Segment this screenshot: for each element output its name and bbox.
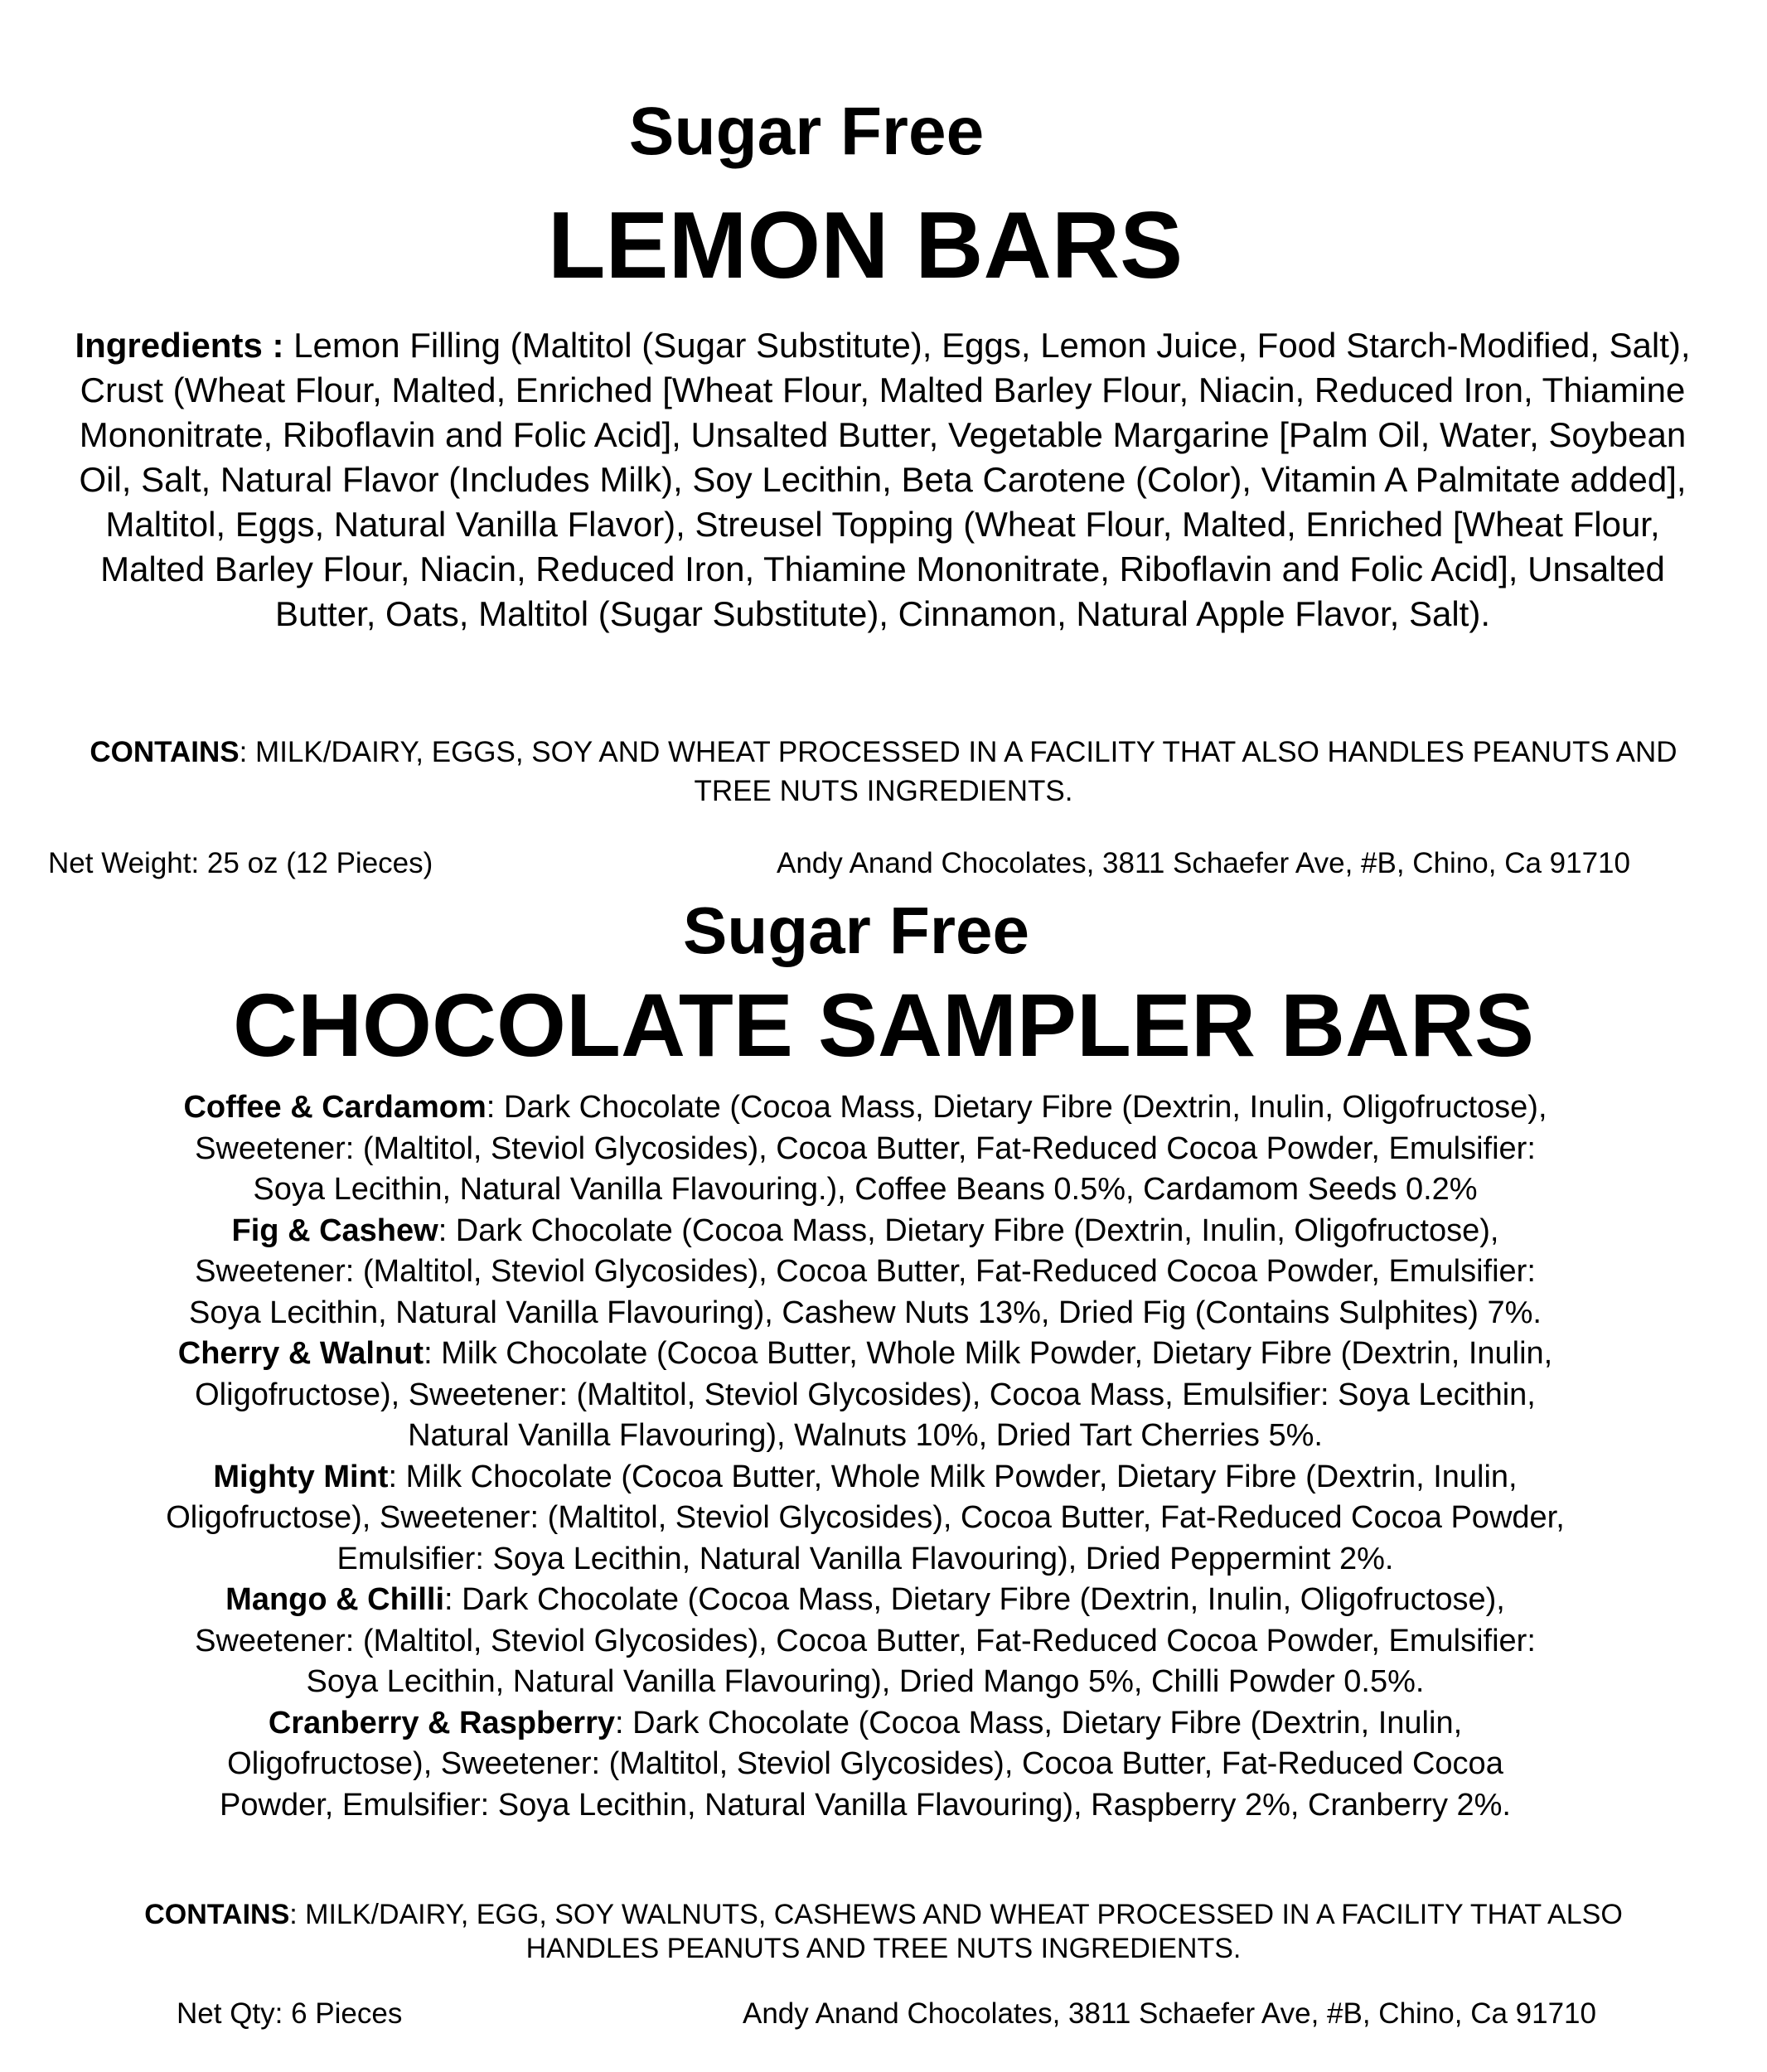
sampler-contains	[50, 1898, 1717, 1966]
sampler-contains-label: CONTAINS	[144, 1899, 290, 1930]
lemon-bars-title: LEMON BARS	[547, 193, 1184, 298]
sampler-sugar-free-heading: Sugar Free	[683, 893, 1029, 967]
bar-line: Sweetener: (Maltitol, Steviol Glycosides), Cocoa Butter, Fat-Reduced Cocoa Powder, Emulsifier:	[195, 1254, 1536, 1289]
bar-line: Natural Vanilla Flavouring), Walnuts 10%, Dried Tart Cherries 5%.	[408, 1418, 1323, 1453]
bar-line: Oligofructose), Sweetener: (Maltitol, Steviol Glycosides), Cocoa Butter, Fat-Reduced Cocoa Powder,	[166, 1500, 1565, 1535]
bar-name: Mango & Chilli	[225, 1582, 445, 1617]
lemon-contains	[50, 733, 1717, 811]
sampler-contains-line-1: : MILK/DAIRY, EGG, SOY WALNUTS, CASHEWS AND WHEAT PROCESSED IN A FACILITY THAT ALSO	[289, 1899, 1623, 1930]
bar-fig-cashew	[66, 1211, 1664, 1334]
bar-name: Cranberry & Raspberry	[268, 1705, 616, 1740]
bar-name: Cherry & Walnut	[177, 1336, 424, 1371]
bar-line: Soya Lecithin, Natural Vanilla Flavouring), Cashew Nuts 13%, Dried Fig (Contains Sulphites) 7%.	[189, 1295, 1542, 1330]
bar-line: Emulsifier: Soya Lecithin, Natural Vanilla Flavouring), Dried Peppermint 2%.	[336, 1541, 1394, 1576]
bar-coffee-cardamom	[66, 1087, 1664, 1211]
lemon-net-weight: Net Weight: 25 oz (12 Pieces)	[48, 847, 433, 879]
bar-cranberry-raspberry	[66, 1703, 1664, 1827]
bar-mighty-mint	[66, 1457, 1664, 1581]
lemon-sugar-free-heading: Sugar Free	[628, 94, 985, 169]
bar-line: Oligofructose), Sweetener: (Maltitol, Steviol Glycosides), Cocoa Mass, Emulsifier: Soya Lecithin,	[195, 1377, 1536, 1412]
bar-line: Sweetener: (Maltitol, Steviol Glycosides), Cocoa Butter, Fat-Reduced Cocoa Powder, Emulsifier:	[195, 1623, 1536, 1658]
sampler-contains-line-2: HANDLES PEANUTS AND TREE NUTS INGREDIENTS.	[525, 1933, 1242, 1964]
bar-line: : Dark Chocolate (Cocoa Mass, Dietary Fibre (Dextrin, Inulin, Oligofructose),	[444, 1582, 1505, 1617]
lemon-contains-label: CONTAINS	[90, 736, 240, 768]
bar-line: Oligofructose), Sweetener: (Maltitol, Steviol Glycosides), Cocoa Butter, Fat-Reduced Cocoa	[227, 1746, 1503, 1781]
bar-line: : Dark Chocolate (Cocoa Mass, Dietary Fibre (Dextrin, Inulin, Oligofructose),	[486, 1090, 1547, 1125]
sampler-ingredients	[66, 1087, 1664, 1826]
lemon-ingredients-label: Ingredients :	[75, 326, 284, 365]
bar-name: Coffee & Cardamom	[183, 1090, 487, 1125]
bar-line: Soya Lecithin, Natural Vanilla Flavouring.), Coffee Beans 0.5%, Cardamom Seeds 0.2%	[253, 1172, 1478, 1207]
bar-name: Fig & Cashew	[231, 1213, 438, 1248]
bar-line: : Dark Chocolate (Cocoa Mass, Dietary Fibre (Dextrin, Inulin,	[615, 1705, 1463, 1740]
bar-cherry-walnut	[66, 1334, 1664, 1457]
sampler-address: Andy Anand Chocolates, 3811 Schaefer Ave, #B, Chino, Ca 91710	[743, 1997, 1596, 2030]
bar-name: Mighty Mint	[213, 1459, 389, 1494]
bar-line: : Milk Chocolate (Cocoa Butter, Whole Milk Powder, Dietary Fibre (Dextrin, Inulin,	[388, 1459, 1518, 1494]
lemon-contains-text: : MILK/DAIRY, EGGS, SOY AND WHEAT PROCESSED IN A FACILITY THAT ALSO HANDLES PEANUTS AND TREE NUTS INGREDIENTS.	[239, 736, 1677, 807]
bar-line: Soya Lecithin, Natural Vanilla Flavouring), Dried Mango 5%, Chilli Powder 0.5%.	[306, 1664, 1425, 1699]
bar-line: Powder, Emulsifier: Soya Lecithin, Natural Vanilla Flavouring), Raspberry 2%, Cranberry 2%.	[220, 1787, 1511, 1823]
bar-line: : Milk Chocolate (Cocoa Butter, Whole Milk Powder, Dietary Fibre (Dextrin, Inulin,	[424, 1336, 1553, 1371]
lemon-ingredients-text: Lemon Filling (Maltitol (Sugar Substitute), Eggs, Lemon Juice, Food Starch-Modified, Salt), Crust (Wheat Flour, Malted, Enriched [Wheat Flour, Malted Barley Flour, Niacin, Reduced Iron, Thiamine Mononitrate, Riboflavin and Folic Acid], Unsalted Butter, Vegetable Margarine [Palm Oil, Water, Soybean Oil, Salt, Natural Flavor (Includes Milk), Soy Lecithin, Beta Carotene (Color), Vitamin A Palmitate added], Maltitol, Eggs, Natural Vanilla Flavor), Streusel Topping (Wheat Flour, Malted, Enriched [Wheat Flour, Malted Barley Flour, Niacin, Reduced Iron, Thiamine Mononitrate, Riboflavin and Folic Acid], Unsalted Butter, Oats, Maltitol (Sugar Substitute), Cinnamon, Natural Apple Flavor, Salt).	[79, 326, 1691, 633]
sampler-bars-title: CHOCOLATE SAMPLER BARS	[232, 975, 1534, 1075]
sampler-net-qty: Net Qty: 6 Pieces	[177, 1997, 403, 2030]
bar-line: : Dark Chocolate (Cocoa Mass, Dietary Fibre (Dextrin, Inulin, Oligofructose),	[438, 1213, 1499, 1248]
bar-line: Sweetener: (Maltitol, Steviol Glycosides), Cocoa Butter, Fat-Reduced Cocoa Powder, Emulsifier:	[195, 1130, 1536, 1166]
lemon-ingredients	[58, 323, 1707, 637]
bar-mango-chilli	[66, 1580, 1664, 1703]
lemon-address: Andy Anand Chocolates, 3811 Schaefer Ave, #B, Chino, Ca 91710	[777, 847, 1630, 879]
